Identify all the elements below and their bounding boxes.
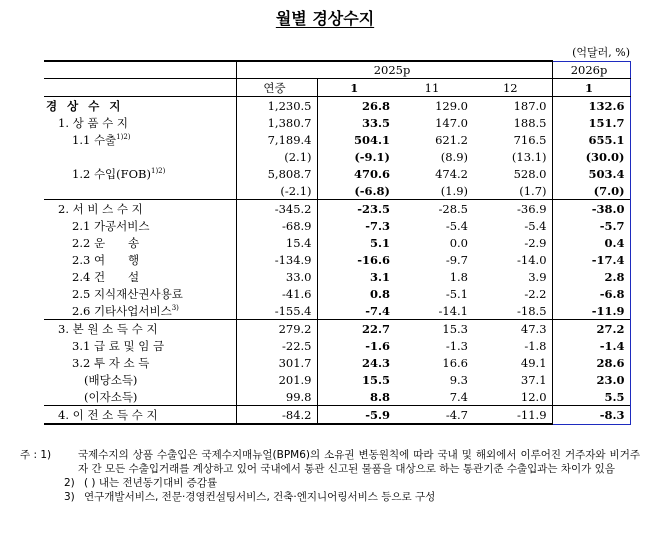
cell-dec: 3.9 [473, 268, 552, 285]
cell-annual: 201.9 [236, 371, 317, 388]
header-row-months [44, 79, 630, 97]
cell-jan-2026: -38.0 [552, 200, 630, 218]
cell-annual: -41.6 [236, 285, 317, 302]
cell-dec: (1.7) [473, 182, 552, 200]
cell-annual: 15.4 [236, 234, 317, 251]
cell-dec: -2.9 [473, 234, 552, 251]
footnote-3 [20, 490, 640, 504]
cell-jan-2026: 151.7 [552, 114, 630, 131]
cell-jan-2025: -5.9 [317, 406, 395, 425]
row-label [44, 200, 236, 218]
cell-jan-2026: -5.7 [552, 217, 630, 234]
cell-jan-2025: 0.8 [369, 286, 390, 301]
cell-dec: -36.9 [473, 200, 552, 218]
cell-nov: 621.2 [435, 132, 468, 147]
cell-jan-2025: -16.6 [357, 252, 390, 267]
cell-annual: -22.5 [236, 337, 317, 354]
cell-dec: (13.1) [473, 148, 552, 165]
cell-nov: 129.0 [395, 97, 473, 115]
row-label [44, 234, 236, 251]
cell-nov: 15.3 [395, 320, 473, 338]
row-label-text: 경 상 수 지 [46, 98, 124, 113]
header-row-periods [44, 61, 630, 79]
cell-annual: (2.1) [236, 148, 317, 165]
table-body [44, 97, 630, 425]
footnote-prefix: 주 : 1) [20, 449, 52, 461]
table-row [44, 97, 630, 115]
cell-nov: -1.3 [445, 338, 468, 353]
footnote-marker: 3) [171, 303, 179, 312]
row-label-text: 1. 상 품 수 지 [58, 115, 129, 130]
row-label [44, 388, 236, 406]
row-label-text: 4. 이 전 소 득 수 지 [58, 407, 158, 422]
table-row [44, 285, 630, 302]
footnote-3-key: 3) [64, 491, 75, 503]
footnote-2 [20, 476, 640, 490]
row-label-text: 1.1 수출 [72, 132, 117, 147]
row-label [44, 320, 236, 338]
cell-nov: 7.4 [449, 389, 468, 404]
cell-dec: 716.5 [473, 131, 552, 148]
row-label [44, 114, 236, 131]
cell-dec: 49.1 [473, 354, 552, 371]
cell-nov: (8.9) [440, 149, 468, 164]
row-label-text: (이자소득) [84, 389, 138, 404]
row-label-text: 2.2 운 송 [72, 235, 140, 250]
cell-jan-2025: 24.3 [361, 355, 390, 370]
footnotes [20, 448, 640, 504]
table-row [44, 388, 630, 406]
cell-nov: -5.4 [445, 218, 468, 233]
cell-annual: 301.7 [236, 354, 317, 371]
row-label [44, 268, 236, 285]
row-label [44, 285, 236, 302]
row-label-text: 2.4 건 설 [72, 269, 140, 284]
col-header-nov: 11 [395, 79, 473, 97]
cell-jan-2025: 8.8 [369, 389, 390, 404]
table-row [44, 165, 630, 182]
cell-jan-2025: 33.5 [361, 115, 390, 130]
row-label-text: 3. 본 원 소 득 수 지 [58, 321, 158, 336]
cell-jan-2026: 503.4 [552, 165, 630, 182]
cell-jan-2025: 5.1 [369, 235, 390, 250]
cell-annual: (-2.1) [236, 182, 317, 200]
row-label-text: 2.5 지식재산권사용료 [72, 286, 183, 301]
cell-jan-2025: 3.1 [369, 269, 390, 284]
row-label [44, 182, 236, 200]
table-row [44, 200, 630, 218]
cell-nov: -4.7 [395, 406, 473, 425]
cell-annual: 1,230.5 [236, 97, 317, 115]
row-label-text: 2.6 기타사업서비스 [72, 303, 172, 318]
cell-jan-2025: -1.6 [365, 338, 390, 353]
row-label [44, 354, 236, 371]
footnote-2-key: 2) [64, 477, 75, 489]
row-label-text: 1.2 수입(FOB) [72, 166, 151, 181]
cell-dec: 188.5 [473, 114, 552, 131]
cell-dec: -14.0 [473, 251, 552, 268]
table-row [44, 302, 630, 320]
footnote-marker: 1)2) [116, 132, 131, 141]
row-label [44, 371, 236, 388]
cell-jan-2026: 28.6 [552, 354, 630, 371]
cell-jan-2025: -7.4 [365, 303, 390, 318]
cell-jan-2026: 2.8 [552, 268, 630, 285]
row-label [44, 251, 236, 268]
footnote-3-text: 연구개발서비스, 전문·경영컨설팅서비스, 건축·엔지니어링서비스 등으로 구성 [84, 491, 436, 503]
table-row [44, 268, 630, 285]
cell-nov: 1.8 [449, 269, 468, 284]
row-label [44, 148, 236, 165]
table-row [44, 148, 630, 165]
row-label [44, 165, 236, 182]
cell-jan-2026: 132.6 [552, 97, 630, 115]
cell-dec: -1.8 [473, 337, 552, 354]
cell-annual: -134.9 [236, 251, 317, 268]
cell-jan-2025: (-6.8) [354, 183, 390, 198]
col-header-jan-2026: 1 [552, 79, 630, 97]
cell-annual: -68.9 [236, 217, 317, 234]
table-row [44, 114, 630, 131]
cell-dec: 12.0 [473, 388, 552, 406]
col-header-jan-2025: 1 [317, 79, 395, 97]
cell-jan-2025: (-9.1) [354, 149, 390, 164]
table-row [44, 234, 630, 251]
footnote-1 [20, 448, 640, 476]
cell-jan-2026: 5.5 [552, 388, 630, 406]
cell-jan-2026: -11.9 [552, 302, 630, 320]
row-label [44, 337, 236, 354]
table-row [44, 337, 630, 354]
cell-jan-2025: 470.6 [353, 166, 390, 181]
table-row [44, 406, 630, 425]
cell-jan-2026: -1.4 [552, 337, 630, 354]
row-label-text: 2. 서 비 스 수 지 [58, 201, 143, 216]
cell-jan-2026: 27.2 [552, 320, 630, 338]
table-row [44, 182, 630, 200]
cell-annual: 279.2 [236, 320, 317, 338]
cell-dec: 47.3 [473, 320, 552, 338]
cell-dec: -5.4 [473, 217, 552, 234]
cell-nov: 0.0 [449, 235, 468, 250]
cell-annual: 1,380.7 [236, 114, 317, 131]
cell-nov: 147.0 [435, 115, 468, 130]
cell-jan-2025: -7.3 [365, 218, 390, 233]
row-label [44, 302, 236, 320]
row-label-text: 2.1 가공서비스 [72, 218, 150, 233]
cell-jan-2026: (30.0) [552, 148, 630, 165]
footnote-1-text: 국제수지의 상품 수출입은 국제수지매뉴얼(BPM6)의 소유권 변동원칙에 따라 국내 및 해외에서 이루어진 거주자와 비거주자 간 모든 수출입거래를 계상하고 있어 국내에서 통관 신고된 물품을 대상으로 하는 통관기준 수출입과는 차이가 있음 [78, 449, 640, 475]
cell-dec: 37.1 [473, 371, 552, 388]
row-label [44, 131, 236, 148]
cell-jan-2025: 22.7 [317, 320, 395, 338]
cell-jan-2026: 655.1 [552, 131, 630, 148]
cell-jan-2026: -6.8 [552, 285, 630, 302]
cell-dec: 528.0 [473, 165, 552, 182]
cell-annual: 7,189.4 [236, 131, 317, 148]
period-2025: 2025p [236, 61, 552, 79]
cell-jan-2026: 0.4 [552, 234, 630, 251]
cell-annual: 33.0 [236, 268, 317, 285]
row-label [44, 217, 236, 234]
cell-dec: -2.2 [473, 285, 552, 302]
cell-jan-2025: -23.5 [317, 200, 395, 218]
cell-annual: -345.2 [236, 200, 317, 218]
cell-nov: -28.5 [395, 200, 473, 218]
cell-jan-2026: -8.3 [552, 406, 630, 425]
cell-jan-2025: 504.1 [353, 132, 390, 147]
cell-nov: -9.7 [445, 252, 468, 267]
table-row [44, 251, 630, 268]
cell-jan-2026: 23.0 [552, 371, 630, 388]
current-account-table [44, 60, 631, 425]
cell-annual: 5,808.7 [236, 165, 317, 182]
cell-jan-2025: 15.5 [361, 372, 390, 387]
row-label [44, 406, 236, 425]
cell-nov: -14.1 [438, 303, 468, 318]
col-header-annual: 연중 [236, 79, 317, 97]
cell-annual: -84.2 [236, 406, 317, 425]
row-label-text: 3.2 투 자 소 득 [72, 355, 150, 370]
cell-dec: -11.9 [473, 406, 552, 425]
period-2026: 2026p [552, 61, 630, 79]
cell-dec: -18.5 [473, 302, 552, 320]
table-row [44, 371, 630, 388]
cell-nov: -5.1 [445, 286, 468, 301]
cell-nov: 474.2 [435, 166, 468, 181]
cell-annual: -155.4 [236, 302, 317, 320]
cell-nov: 9.3 [449, 372, 468, 387]
footnote-marker: 1)2) [151, 166, 166, 175]
row-label-text: (배당소득) [84, 372, 138, 387]
cell-jan-2025: 26.8 [317, 97, 395, 115]
page-title: 월별 경상수지 [275, 9, 375, 28]
table-row [44, 354, 630, 371]
row-label-text: 2.3 여 행 [72, 252, 140, 267]
cell-nov: (1.9) [440, 183, 468, 198]
cell-jan-2026: -17.4 [552, 251, 630, 268]
cell-nov: 16.6 [442, 355, 468, 370]
table-row [44, 217, 630, 234]
unit-label: (억달러, %) [572, 46, 630, 59]
footnote-2-text: ( ) 내는 전년동기대비 증감률 [84, 477, 218, 489]
cell-annual: 99.8 [236, 388, 317, 406]
col-header-dec: 12 [473, 79, 552, 97]
row-label-text: 3.1 급 료 및 임 금 [72, 338, 165, 353]
row-label [44, 97, 236, 115]
cell-dec: 187.0 [473, 97, 552, 115]
table-row [44, 320, 630, 338]
table-row [44, 131, 630, 148]
cell-jan-2026: (7.0) [552, 182, 630, 200]
